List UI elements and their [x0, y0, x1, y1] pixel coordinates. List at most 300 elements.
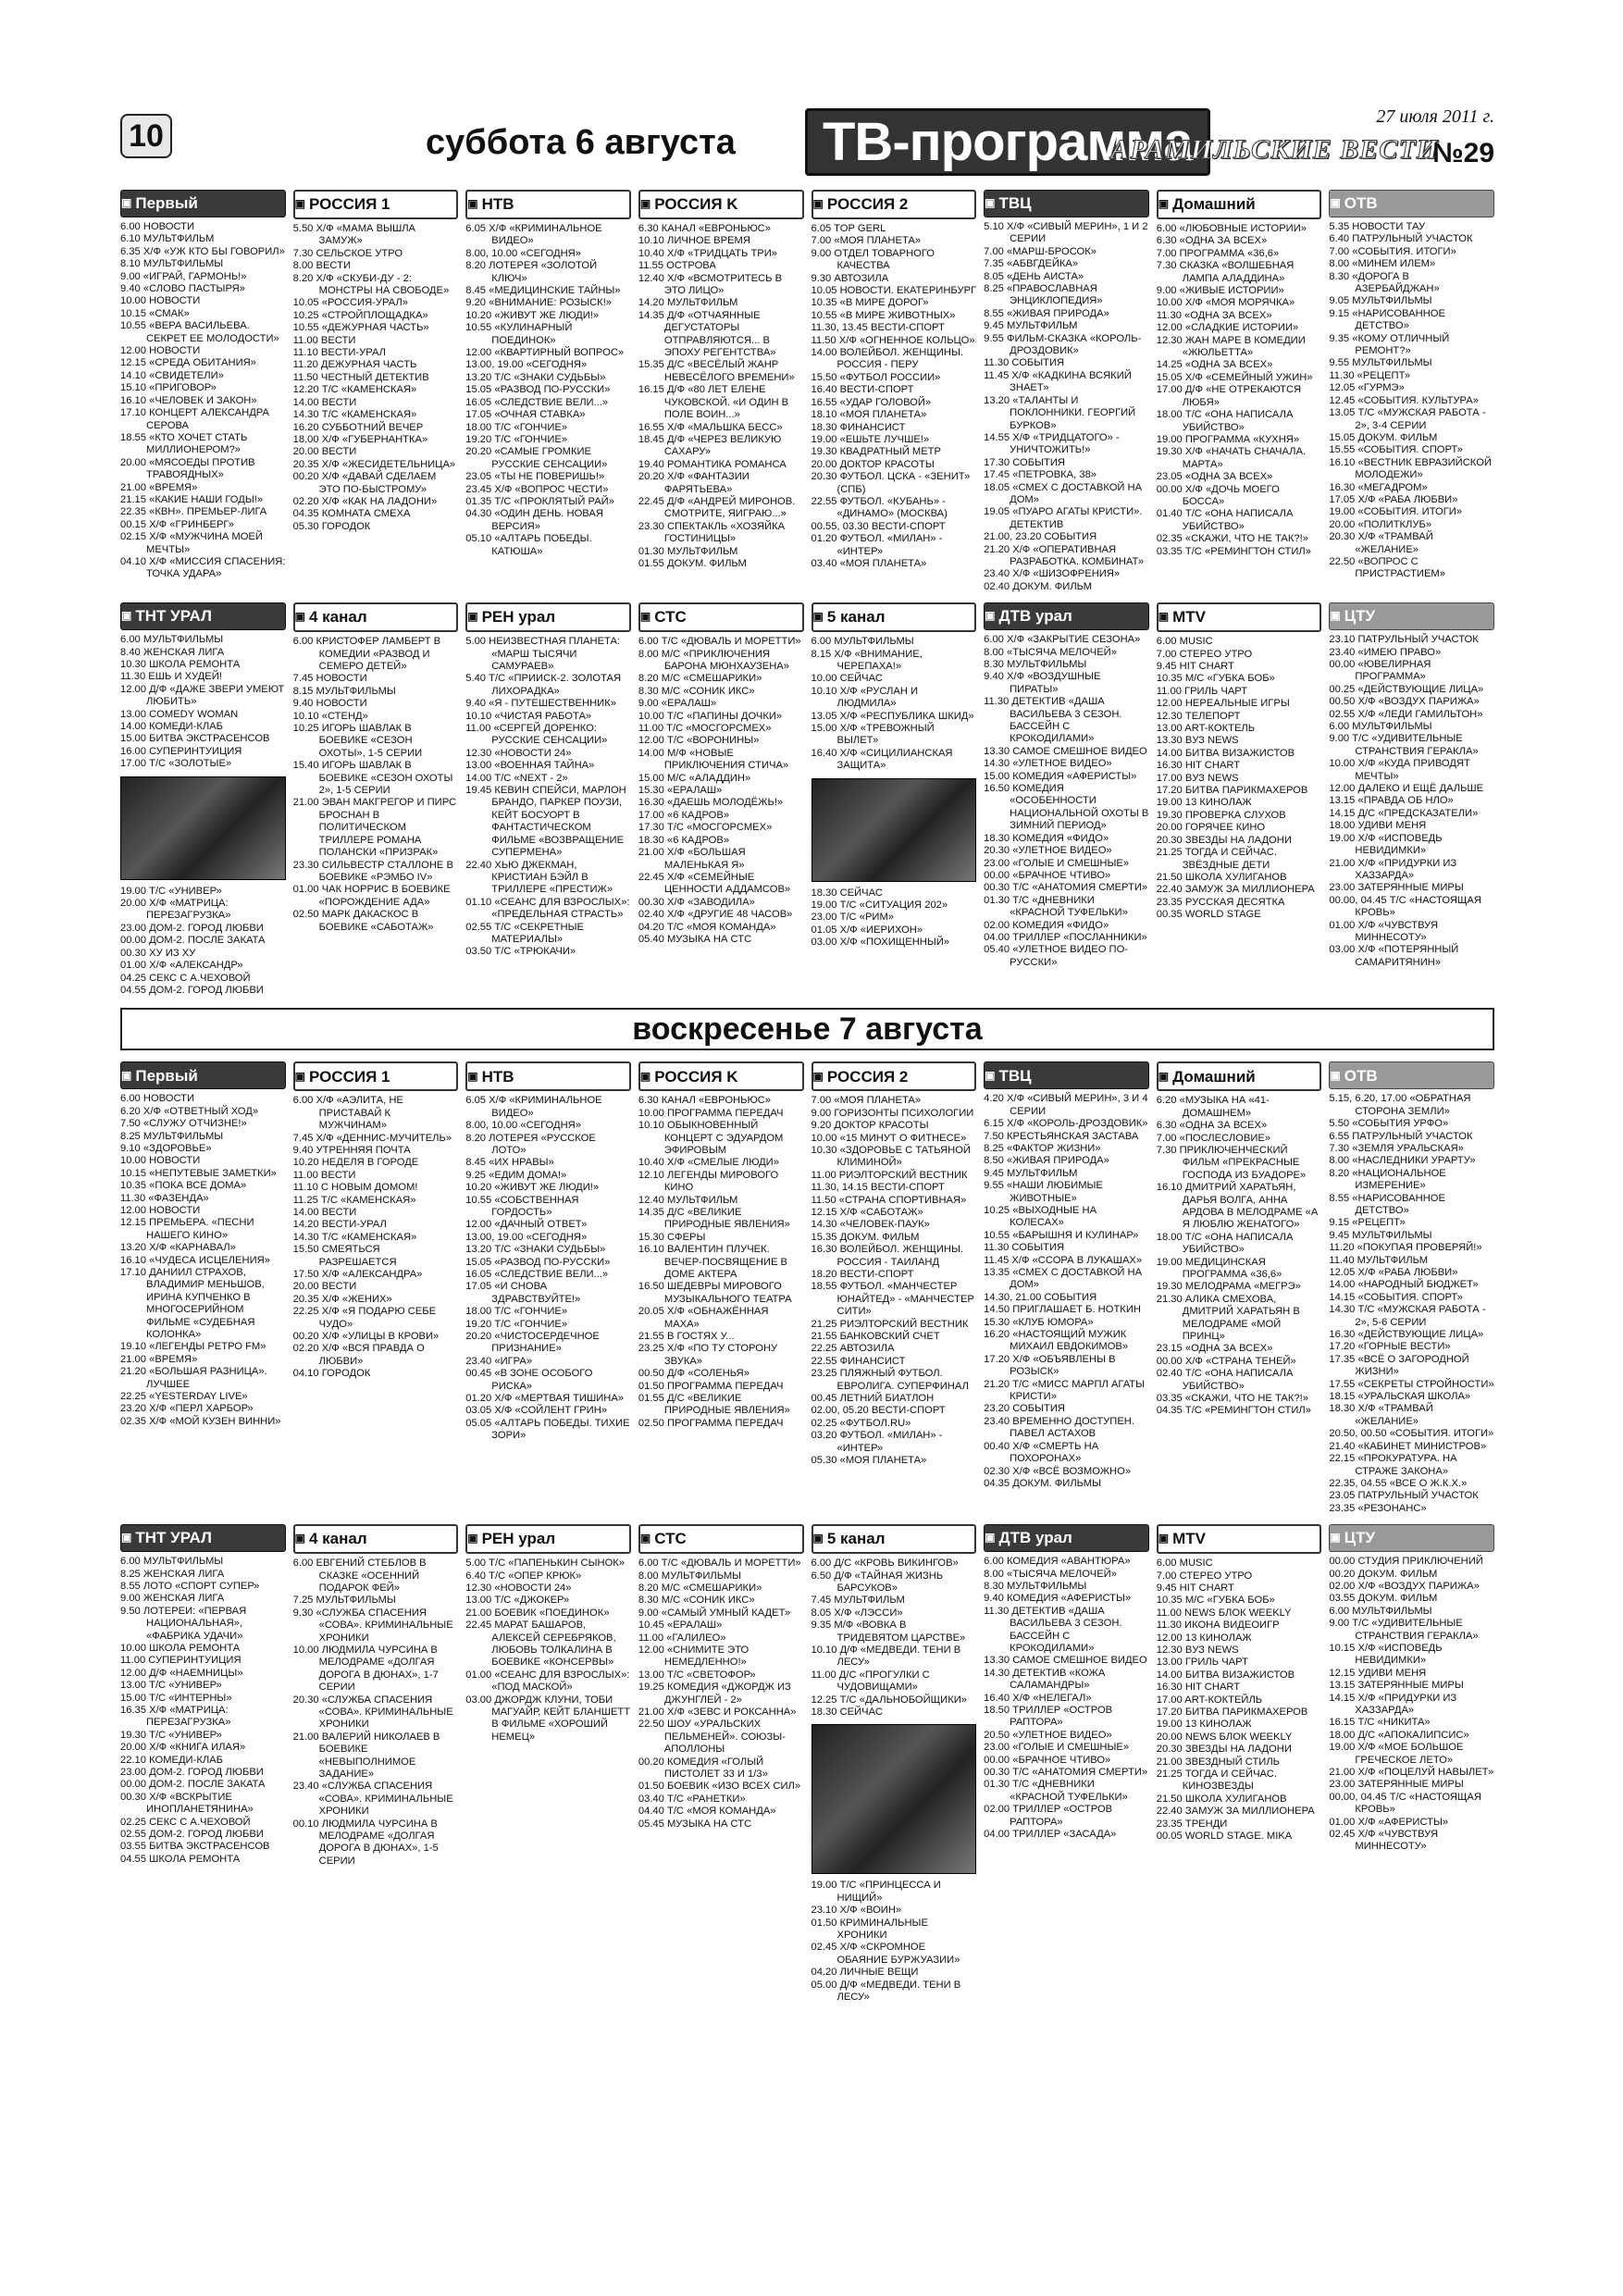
program-item: 9.00 ОТДЕЛ ТОВАРНОГО КАЧЕСТВА: [811, 247, 935, 272]
program-item: 10.00 СЕЙЧАС: [811, 673, 883, 685]
program-item: 21.55 В ГОСТЯХ У...: [638, 1331, 735, 1343]
program-item: 02.25 «ФУТБОЛ.RU»: [811, 1417, 911, 1429]
program-item: 10.35 «В МИРЕ ДОРОГ»: [811, 297, 929, 309]
program-item: 23.10 ПАТРУЛЬНЫЙ УЧАСТОК: [1329, 634, 1479, 646]
program-item: 23.45 Х/Ф «ВОПРОС ЧЕСТИ»: [465, 483, 609, 495]
channel-column: [1157, 1524, 1322, 2004]
program-item: 13.00, 19.00 «СЕГОДНЯ»: [465, 359, 588, 371]
channel-name: ОТВ: [1344, 1066, 1378, 1085]
program-item: 03.05 Х/Ф «СОЙЛЕНТ ГРИН»: [465, 1405, 608, 1417]
program-item: 9.45 HIT CHART: [1156, 661, 1234, 672]
program-item: 9.20 ДОКТОР КРАСОТЫ: [811, 1120, 929, 1132]
program-item: 11.40 МУЛЬТФИЛЬМ: [1329, 1254, 1429, 1266]
channel-name: РЕН урал: [481, 1530, 556, 1548]
program-item: 00.30 ХУ ИЗ ХУ: [120, 947, 196, 959]
program-item: 11.30 ИКОНА ВИДЕОИГР: [1156, 1620, 1280, 1632]
channel-name: Домашний: [1172, 195, 1256, 214]
program-item: 21.30 АЛИКА СМЕХОВА, ДМИТРИЙ ХАРАТЬЯН В МЕЛОДРАМЕ «МОЙ ПРИНЦ»: [1156, 1293, 1300, 1343]
program-item: 02.00 Х/Ф «ВОЗДУХ ПАРИЖА»: [1329, 1580, 1480, 1592]
channel-name: 5 канал: [826, 608, 886, 627]
program-item: 8.30 «ДОРОГА В АЗЕРБАЙДЖАН»: [1329, 270, 1440, 295]
program-item: 18.20 ВЕСТИ-СПОРТ: [811, 1269, 914, 1280]
program-item: 21.20 «БОЛЬШАЯ РАЗНИЦА». ЛУЧШЕЕ: [120, 1366, 267, 1390]
channel-column: [638, 1061, 804, 1515]
program-item: 16.30 «МЕГАДРОМ»: [1329, 481, 1428, 493]
channel-logo-icon: ▣: [1330, 1531, 1341, 1545]
program-item: 02.00 ТРИЛЛЕР «ОСТРОВ РАПТОРА»: [984, 1804, 1113, 1828]
program-item: 10.35 «ПОКА ВСЕ ДОМА»: [120, 1180, 247, 1192]
program-item: 05.05 «АЛТАРЬ ПОБЕДЫ. ТИХИЕ ЗОРИ»: [465, 1417, 630, 1442]
program-item: 00.00 «БРАЧНОЕ ЧТИВО»: [984, 869, 1111, 881]
channel-name: ТНТ УРАЛ: [135, 1529, 212, 1547]
program-item: 6.55 ПАТРУЛЬНЫЙ УЧАСТОК: [1329, 1130, 1473, 1142]
channel-header: [1329, 1524, 1494, 1552]
program-item: 6.00 MUSIC: [1156, 636, 1213, 648]
program-item: 17.50 Х/Ф «АЛЕКСАНДРА»: [292, 1269, 423, 1280]
program-item: 23.35 «РЕЗОНАНС»: [1329, 1502, 1427, 1514]
program-item: 12.00 НОВОСТИ: [120, 1204, 201, 1216]
program-item: 22.55 ФУТБОЛ. «КУБАНЬ» - «ДИНАМО» (МОСКВА): [811, 495, 948, 520]
channel-logo-icon: ▣: [467, 1069, 478, 1083]
program-item: 10.00 Т/С «ПАПИНЫ ДОЧКИ»: [638, 710, 783, 722]
program-item: 16.30 HIT CHART: [1156, 760, 1241, 772]
program-item: 12.15 «СРЕДА ОБИТАНИЯ»: [120, 357, 256, 369]
channel-name: РОССИЯ 2: [826, 1067, 909, 1086]
program-item: 17.05 «ОЧНАЯ СТАВКА»: [465, 409, 586, 421]
program-item: 14.30 Т/С «КАМЕНСКАЯ»: [292, 409, 417, 421]
program-item: 00.00 ДОМ-2. ПОСЛЕ ЗАКАТА: [120, 1779, 266, 1791]
channel-column: [293, 190, 459, 593]
program-item: 02.30 Х/Ф «ВСЁ ВОЗМОЖНО»: [984, 1465, 1132, 1477]
channel-column: [984, 190, 1149, 593]
channel-column: [984, 1061, 1149, 1515]
program-item: 04.10 Х/Ф «МИССИЯ СПАСЕНИЯ: ТОЧКА УДАРА»: [120, 555, 286, 580]
program-item: 9.20 «ВНИМАНИЕ: РОЗЫСК!»: [465, 297, 613, 309]
paper-name: АРАМИЛЬСКИЕ ВЕСТИ: [1110, 134, 1439, 165]
program-item: 15.10 «ПРИГОВОР»: [120, 382, 217, 394]
program-item: 10.55 «ДЕЖУРНАЯ ЧАСТЬ»: [292, 322, 429, 334]
masthead: [120, 106, 1494, 190]
program-item: 14.00 М/Ф «НОВЫЕ ПРИКЛЮЧЕНИЯ СТИЧА»: [638, 747, 789, 772]
channel-logo-icon: ▣: [467, 610, 478, 624]
program-item: 18.00 Д/С «АПОКАЛИПСИС»: [1329, 1729, 1469, 1741]
program-item: 7.45 МУЛЬТФИЛЬМ: [811, 1595, 905, 1607]
program-item: 14.00 БИТВА ВИЗАЖИСТОВ: [1156, 747, 1295, 759]
program-item: 21.40 «КАБИНЕТ МИНИСТРОВ»: [1329, 1440, 1487, 1452]
channel-column: [293, 1524, 459, 2004]
program-item: 6.00 МУЛЬТФИЛЬМЫ: [1329, 1605, 1432, 1617]
program-item: 14.00 «НАРОДНЫЙ БЮДЖЕТ»: [1329, 1279, 1479, 1291]
program-item: 19.45 КЕВИН СПЕЙСИ, МАРЛОН БРАНДО, ПАРКЕР ПОУЗИ, КЕЙТ БОСУОРТ В ФАНТАСТИЧЕСКОМ ФИЛЬМЕ «ВОЗВРАЩЕНИЕ СУПЕРМЕНА»: [465, 785, 626, 859]
program-item: 11.30 «РЕЦЕПТ»: [1329, 369, 1411, 381]
program-item: 17.20 Х/Ф «ОБЪЯВЛЕНЫ В РОЗЫСК»: [984, 1353, 1116, 1378]
program-item: 5.00 Т/С «ПАПЕНЬКИН СЫНОК»: [465, 1558, 626, 1570]
program-item: 6.00 Х/Ф «ЗАКРЫТИЕ СЕЗОНА»: [984, 634, 1141, 646]
program-item: 14.30 «УЛЕТНОЕ ВИДЕО»: [984, 758, 1112, 770]
program-item: 00.30 Т/С «АНАТОМИЯ СМЕРТИ»: [984, 1767, 1148, 1779]
program-item: 14.15 Х/Ф «ПРИДУРКИ ИЗ ХАЗЗАРДА»: [1329, 1692, 1457, 1716]
program-item: 14.15 «СОБЫТИЯ. СПОРТ»: [1329, 1291, 1463, 1303]
program-item: 11.30 «ОДНА ЗА ВСЕХ»: [1156, 309, 1272, 321]
channel-column: [984, 602, 1149, 997]
program-item: 21.00 «ВРЕМЯ»: [120, 1353, 198, 1365]
program-item: 21.00 Х/Ф «ПРИДУРКИ ИЗ ХАЗЗАРДА»: [1329, 857, 1457, 881]
program-item: 17.20 БИТВА ПАРИКМАХЕРОВ: [1156, 1706, 1308, 1718]
program-item: 11.50 Х/Ф «ОГНЕННОЕ КОЛЬЦО»: [811, 334, 975, 346]
channel-header: [1329, 190, 1494, 217]
program-item: 6.35 Х/Ф «УЖ КТО БЫ ГОВОРИЛ»: [120, 245, 285, 257]
channel-logo-icon: ▣: [467, 1532, 478, 1545]
program-item: 10.35 М/С «ГУБКА БОБ»: [1156, 1595, 1275, 1607]
channel-header: [465, 190, 631, 219]
program-item: 6.00 Х/Ф «АЭЛИТА, НЕ ПРИСТАВАЙ К МУЖЧИНАМ»: [292, 1095, 403, 1132]
program-item: 8.20 «НАЦИОНАЛЬНОЕ ИЗМЕРЕНИЕ»: [1329, 1167, 1446, 1192]
program-item: 00.25 «ДЕЙСТВУЮЩИЕ ЛИЦА»: [1329, 683, 1484, 695]
program-item: 22.25 Х/Ф «Я ПОДАРЮ СЕБЕ ЧУДО»: [292, 1306, 437, 1330]
program-item: 16.30 ВОЛЕЙБОЛ. ЖЕНЩИНЫ. РОССИЯ - ТАИЛАНД: [811, 1244, 963, 1268]
program-item: 23.00 ДОМ-2. ГОРОД ЛЮБВИ: [120, 1767, 264, 1779]
channel-column: [293, 1061, 459, 1515]
program-item: 12.30 ТЕЛЕПОРТ: [1156, 710, 1241, 722]
channel-name: Первый: [135, 194, 198, 213]
channel-name: РОССИЯ 1: [308, 1067, 390, 1086]
channel-logo-icon: ▣: [812, 610, 824, 624]
program-item: 19.00 «ЕШЬТЕ ЛУЧШЕ!»: [811, 433, 930, 445]
channel-header: [465, 1524, 631, 1554]
sunday-grid-bottom: [120, 1524, 1494, 2004]
program-item: 20.30 Х/Ф «ТРАМВАЙ «ЖЕЛАНИЕ»: [1329, 531, 1433, 555]
day-title-sunday: воскресенье 7 августа: [120, 1008, 1494, 1050]
program-item: 01.30 МУЛЬТФИЛЬМ: [638, 545, 738, 557]
program-item: 04.20 Т/С «МОЯ КОМАНДА»: [638, 921, 776, 933]
program-item: 13.30 САМОЕ СМЕШНОЕ ВИДЕО: [984, 745, 1147, 757]
program-item: 02.45 Х/Ф «ЧУВСТВУЯ МИННЕСОТУ»: [1329, 1829, 1439, 1853]
program-item: 9.15 «РЕЦЕПТ»: [1329, 1217, 1406, 1229]
program-item: 5.15, 6.20, 17.00 «ОБРАТНАЯ СТОРОНА ЗЕМЛИ»: [1329, 1093, 1471, 1117]
channel-header: [638, 1524, 804, 1554]
channel-header: [1329, 1061, 1494, 1089]
channel-header: [638, 190, 804, 219]
program-item: 20.30 «УЛЕТНОЕ ВИДЕО»: [984, 845, 1112, 857]
program-item: 00.15 Х/Ф «ГРИНБЕРГ»: [120, 518, 234, 530]
program-item: 9.00 Т/С «УДИВИТЕЛЬНЫЕ СТРАНСТВИЯ ГЕРАКЛА»: [1329, 733, 1479, 757]
program-item: 10.45 «ЕРАЛАШ»: [638, 1620, 723, 1632]
program-item: 21.25 РИЭЛТОРСКИЙ ВЕСТНИК: [811, 1318, 969, 1330]
program-item: 9.00 «ИГРАЙ, ГАРМОНЬ!»: [120, 270, 247, 282]
program-item: 00.00 «ЮВЕЛИРНАЯ ПРОГРАММА»: [1329, 659, 1431, 683]
program-item: 03.00 Х/Ф «ПОТЕРЯННЫЙ САМАРИТЯНИН»: [1329, 944, 1459, 968]
program-item: 19.00 Т/С «ПРИНЦЕССА И НИЩИЙ»: [811, 1880, 941, 1904]
program-item: 6.00 Д/С «КРОВЬ ВИКИНГОВ»: [811, 1558, 959, 1570]
program-item: 11.10 ВЕСТИ-УРАЛ: [292, 347, 386, 359]
program-item: 8.20 М/С «СМЕШАРИКИ»: [638, 673, 762, 685]
program-item: 20.35 Х/Ф «ЖЕНИХ»: [292, 1293, 392, 1305]
program-item: 7.00 ПРОГРАММА «36,6»: [1156, 247, 1280, 259]
program-item: 10.20 НЕДЕЛЯ В ГОРОДЕ: [292, 1157, 419, 1169]
program-item: 04.35 ДОКУМ. ФИЛЬМЫ: [984, 1477, 1102, 1489]
program-item: 5.50 Х/Ф «МАМА ВЫШЛА ЗАМУЖ»: [292, 223, 416, 247]
program-item: 14.00 Т/С «NEXT - 2»: [465, 772, 568, 784]
program-item: 8.00 М/С «ПРИКЛЮЧЕНИЯ БАРОНА МЮНХАУЗЕНА»: [638, 648, 789, 672]
program-item: 02.55 Х/Ф «ЛЕДИ ГАМИЛЬТОН»: [1329, 708, 1483, 720]
program-item: 10.15 «НЕПУТЕВЫЕ ЗАМЕТКИ»: [120, 1167, 277, 1179]
program-item: 16.15 Д/Ф «80 ЛЕТ ЕЛЕНЕ ЧУКОВСКОЙ. «И ОДИН В ПОЛЕ ВОИН...»: [638, 384, 789, 421]
program-item: 17.05 «И СНОВА ЗДРАВСТВУЙТЕ!»: [465, 1281, 581, 1305]
program-item: 10.30 «ЗДОРОВЬЕ С ТАТЬЯНОЙ КЛИМИНОЙ»: [811, 1144, 971, 1169]
program-item: 14.00 КОМЕДИ-КЛАБ: [120, 721, 223, 733]
program-item: 12.00 «СНИМИТЕ ЭТО НЕМЕДЛЕННО!»: [638, 1644, 750, 1669]
program-item: 13.20 Т/С «ЗНАКИ СУДЬБЫ»: [465, 371, 606, 383]
channel-column: [465, 1524, 631, 2004]
program-item: 8.20 М/С «СМЕШАРИКИ»: [638, 1582, 762, 1594]
channel-header: [120, 190, 286, 217]
program-item: 22.40 ХЬЮ ДЖЕКМАН, КРИСТИАН БЭЙЛ В ТРИЛЛЕРЕ «ПРЕСТИЖ»: [465, 859, 613, 896]
program-item: 12.05 Х/Ф «РАБА ЛЮБВИ»: [1329, 1267, 1458, 1278]
program-item: 19.40 РОМАНТИКА РОМАНСА: [638, 458, 787, 470]
program-item: 19.30 МЕЛОДРАМА «МЕГРЭ»: [1156, 1281, 1301, 1293]
program-item: 05.45 МУЗЫКА НА СТС: [638, 1818, 752, 1830]
program-item: 18.00 Х/Ф «ГУБЕРНАНТКА»: [292, 433, 428, 445]
program-item: 23.35 ТРЕНДИ: [1156, 1818, 1228, 1830]
program-item: 12.00 Д/Ф «НАЕМНИЦЫ»: [120, 1667, 243, 1679]
program-item: 12.30 BУЗ NEWS: [1156, 1644, 1239, 1656]
channel-column: [984, 1524, 1149, 2004]
program-item: 20.00 ВЕСТИ: [292, 1281, 357, 1293]
program-item: 6.00 MUSIC: [1156, 1558, 1213, 1570]
program-item: 01.00 Х/Ф «АФЕРИСТЫ»: [1329, 1816, 1449, 1828]
program-item: 6.50 Д/Ф «ТАЙНАЯ ЖИЗНЬ БАРСУКОВ»: [811, 1570, 944, 1594]
program-item: 10.15 Х/Ф «ИСПОВЕДЬ НЕВИДИМКИ»: [1329, 1642, 1443, 1667]
program-item: 9.10 «ЗДОРОВЬЕ»: [120, 1142, 212, 1154]
channel-column: [120, 602, 286, 997]
program-item: 00.40 Х/Ф «СМЕРТЬ НА ПОХОРОНАХ»: [984, 1440, 1099, 1465]
program-item: 05.40 «УЛЕТНОЕ ВИДЕО ПО-РУССКИ»: [984, 944, 1128, 968]
program-item: 8.00 МУЛЬТФИЛЬМЫ: [638, 1570, 742, 1582]
program-item: 16.10 «ЧУДЕСА ИСЦЕЛЕНИЯ»: [120, 1254, 270, 1266]
program-item: 10.10 «СТЕНД»: [292, 710, 368, 722]
channel-name: ДТВ урал: [998, 1529, 1072, 1547]
program-item: 10.40 Х/Ф «СМЕЛЫЕ ЛЮДИ»: [638, 1157, 779, 1169]
channel-name: MTV: [1172, 1530, 1206, 1548]
movie-still-photo: [812, 778, 977, 882]
program-item: 21.00 Х/Ф «БОЛЬШАЯ МАЛЕНЬКАЯ Я»: [638, 847, 746, 871]
program-item: 8.40 ЖЕНСКАЯ ЛИГА: [120, 646, 225, 658]
program-item: 8.05 «ДЕНЬ АИСТА»: [984, 270, 1084, 282]
program-item: 19.10 «ЛЕГЕНДЫ РЕТРО FM»: [120, 1341, 266, 1353]
program-item: 22.45 Д/Ф «АНДРЕЙ МИРОНОВ. СМОТРИТЕ, ЯИГРАЮ...»: [638, 495, 796, 520]
channel-column: [293, 602, 459, 997]
program-item: 10.10 «ЧИСТАЯ РАБОТА»: [465, 710, 592, 722]
channel-logo-icon: ▣: [985, 1531, 996, 1545]
program-item: 22.40 ЗАМУЖ ЗА МИЛЛИОНЕРА: [1156, 884, 1315, 896]
program-item: 9.45 HIT CHART: [1156, 1582, 1234, 1594]
program-item: 15.35 ДОКУМ. ФИЛЬМ: [811, 1231, 920, 1243]
program-item: 12.05 «ГУРМЭ»: [1329, 382, 1405, 394]
program-item: 16.20 «НАСТОЯЩИЙ МУЖИК МИХАИЛ ЕВДОКИМОВ»: [984, 1329, 1129, 1353]
program-item: 02.35 «СКАЖИ, ЧТО НЕ ТАК?!»: [1156, 533, 1308, 545]
program-item: 10.35 М/С «ГУБКА БОБ»: [1156, 673, 1275, 685]
program-item: 9.00 ЖЕНСКАЯ ЛИГА: [120, 1593, 225, 1605]
program-item: 12.45 «СОБЫТИЯ. КУЛЬТУРА»: [1329, 394, 1479, 406]
program-item: 21.00 ЭВАН МАКГРЕГОР И ПИРС БРОСНАН В ПОЛИТИЧЕСКОМ ТРИЛЛЕРЕ РОМАНА ПОЛАНСКИ «ПРИЗРАК»: [292, 797, 457, 859]
program-item: 9.35 М/Ф «ВОВКА В ТРИДЕВЯТОМ ЦАРСТВЕ»: [811, 1620, 966, 1644]
program-item: 13.00 COMEDY WOMAN: [120, 708, 239, 720]
program-item: 14.50 ПРИГЛАШАЕТ Б. НОТКИН: [984, 1304, 1141, 1316]
channel-header: [638, 1061, 804, 1091]
program-item: 14.20 ВЕСТИ-УРАЛ: [292, 1219, 387, 1231]
program-item: 01.50 БОЕВИК «ИЗО ВСЕХ СИЛ»: [638, 1781, 801, 1793]
program-item: 8.20 ЛОТЕРЕЯ «РУССКОЕ ЛОТО»: [465, 1132, 596, 1156]
program-item: 9.50 ЛОТЕРЕИ: «ПЕРВАЯ НАЦИОНАЛЬНАЯ», «ФАБРИКА УДАЧИ»: [120, 1605, 247, 1642]
program-item: 10.00 НОВОСТИ: [120, 295, 201, 307]
program-item: 8.25 «ФАКТОР ЖИЗНИ»: [984, 1142, 1101, 1154]
program-item: 6.00 МУЛЬТФИЛЬМЫ: [120, 1556, 224, 1568]
program-item: 8.45 «ИХ НРАВЫ»: [465, 1157, 554, 1169]
program-item: 19.20 Т/С «ГОНЧИЕ»: [465, 1318, 568, 1330]
program-item: 04.25 СЕКС С А.ЧЕХОВОЙ: [120, 972, 251, 984]
program-item: 12.00 13 КИНОЛАЖ: [1156, 1632, 1252, 1644]
program-item: 14.30 ДЕТЕКТИВ «КОЖА САЛАМАНДРЫ»: [984, 1667, 1106, 1692]
program-item: 01.50 КРИМИНАЛЬНЫЕ ХРОНИКИ: [811, 1917, 928, 1942]
program-item: 20.30 ФУТБОЛ. ЦСКА - «ЗЕНИТ» (СПБ): [811, 471, 971, 495]
program-item: 02.25 СЕКС С А.ЧЕХОВОЙ: [120, 1816, 251, 1828]
program-item: 22.40 ЗАМУЖ ЗА МИЛЛИОНЕРА: [1156, 1806, 1315, 1818]
program-item: 10.55 «В МИРЕ ЖИВОТНЫХ»: [811, 309, 956, 321]
program-item: 14.30 «ЧЕЛОВЕК-ПАУК»: [811, 1219, 930, 1231]
program-item: 02.55 Т/С «СЕКРЕТНЫЕ МАТЕРИАЛЫ»: [465, 921, 584, 945]
program-item: 20.35 Х/Ф «ЖЕСИДЕТЕЛЬНИЦА»: [292, 458, 456, 470]
program-item: 20.00 ГОРЯЧЕЕ КИНО: [1156, 822, 1266, 834]
program-item: 00.30 Х/Ф «ВСКРЫТИЕ ИНОПЛАНЕТЯНИНА»: [120, 1791, 254, 1816]
program-item: 8.00 «МИНЕМ ИЛЕМ»: [1329, 258, 1436, 270]
program-item: 04.40 Т/С «МОЯ КОМАНДА»: [638, 1806, 776, 1818]
program-item: 04.00 ТРИЛЛЕР «ЗАСАДА»: [984, 1829, 1117, 1841]
program-item: 6.30 КАНАЛ «ЕВРОНЬЮС»: [638, 1095, 771, 1107]
channel-column: [465, 1061, 631, 1515]
program-item: 8.55 «НАРИСОВАННОЕ ДЕТСТВО»: [1329, 1192, 1445, 1216]
channel-logo-icon: ▣: [639, 610, 651, 624]
program-item: 10.10 ОБЫКНОВЕННЫЙ КОНЦЕРТ С ЭДУАРДОМ ЭФИРОВЫМ: [638, 1120, 784, 1156]
program-item: 6.05 Х/Ф «КРИМИНАЛЬНОЕ ВИДЕО»: [465, 223, 602, 247]
channel-header: [293, 1524, 459, 1554]
channel-name: ДТВ урал: [998, 607, 1072, 626]
program-item: 14.30, 21.00 СОБЫТИЯ: [984, 1291, 1097, 1303]
page-number: 10: [120, 114, 172, 158]
program-item: 5.35 НОВОСТИ ТАУ: [1329, 221, 1426, 232]
channel-name: ЦТУ: [1344, 607, 1376, 626]
program-item: 02.15 Х/Ф «МУЖЧИНА МОЕЙ МЕЧТЫ»: [120, 531, 263, 555]
channel-name: СТС: [654, 608, 687, 627]
program-item: 13.05 Х/Ф «РЕСПУБЛИКА ШКИД»: [811, 710, 974, 722]
issue-date: 27 июля 2011 г.: [1376, 106, 1494, 127]
program-item: 23.25 Х/Ф «ПО ТУ СТОРОНУ ЗВУКА»: [638, 1343, 778, 1367]
channel-column: [1329, 1524, 1494, 2004]
program-item: 00.05 WORLD STAGE. MIKA: [1156, 1831, 1293, 1843]
program-item: 22.50 «ВОПРОС С ПРИСТРАСТИЕМ»: [1329, 555, 1445, 580]
program-item: 15.50 «ФУТБОЛ РОССИИ»: [811, 371, 941, 383]
program-item: 11.00 Д/С «ПРОГУЛКИ С ЧУДОВИЩАМИ»: [811, 1669, 930, 1694]
program-item: 01.00 Х/Ф «АЛЕКСАНДР»: [120, 960, 243, 972]
newspaper-page: [120, 106, 1494, 2004]
channel-logo-icon: ▣: [294, 197, 305, 211]
program-item: 04.30 «ОДИН ДЕНЬ. НОВАЯ ВЕРСИЯ»: [465, 508, 603, 532]
program-item: 11.50 «СТРАНА СПОРТИВНАЯ»: [811, 1194, 967, 1206]
program-item: 16.50 КОМЕДИЯ «ОСОБЕННОСТИ НАЦИОНАЛЬНОЙ ОХОТЫ В ЗИМНИЙ ПЕРИОД»: [984, 783, 1149, 832]
program-item: 15.35 Д/С «ВЕСЁЛЫЙ ЖАНР НЕВЕСЁЛОГО ВРЕМЕНИ»: [638, 359, 795, 383]
program-item: 7.35 «АБВГДЕЙКА»: [984, 258, 1079, 270]
channel-column: [1157, 602, 1322, 997]
program-item: 21.00 ЗВЕЗДНЫЙ СТИЛЬ: [1156, 1756, 1281, 1768]
program-item: 14.00 ВОЛЕЙБОЛ. ЖЕНЩИНЫ. РОССИЯ - ПЕРУ: [811, 347, 963, 371]
program-item: 8.25 ЖЕНСКАЯ ЛИГА: [120, 1568, 225, 1580]
program-item: 02.00, 05.20 ВЕСТИ-СПОРТ: [811, 1405, 946, 1417]
program-item: 04.55 ШКОЛА РЕМОНТА: [120, 1853, 241, 1865]
program-item: 20.00 Х/Ф «МАТРИЦА: ПЕРЕЗАГРУЗКА»: [120, 898, 231, 922]
program-item: 03.35 Т/С «РЕМИНГТОН СТИЛ»: [1156, 545, 1311, 557]
program-item: 14.10 «СВИДЕТЕЛИ»: [120, 369, 224, 381]
saturday-grid-top: [120, 190, 1494, 593]
program-item: 6.30 «ОДНА ЗА ВСЕХ»: [1156, 1120, 1268, 1132]
channel-name: РОССИЯ K: [654, 195, 738, 214]
program-item: 8.00 «ТЫСЯЧА МЕЛОЧЕЙ»: [984, 646, 1117, 658]
program-item: 9.25 «ЕДИМ ДОМА!»: [465, 1169, 567, 1181]
program-item: 8.50 «ЖИВАЯ ПРИРОДА»: [984, 1155, 1109, 1167]
program-item: 16.10 ВАЛЕНТИН ПЛУЧЕК. ВЕЧЕР-ПОСВЯЩЕНИЕ В ДОМЕ АКТЕРА: [638, 1244, 787, 1280]
program-item: 18.30 Х/Ф «ТРАМВАЙ «ЖЕЛАНИЕ»: [1329, 1403, 1433, 1427]
program-item: 01.50 ПРОГРАММА ПЕРЕДАЧ: [638, 1380, 784, 1392]
program-item: 13.35 «СМЕХ С ДОСТАВКОЙ НА ДОМ»: [984, 1267, 1143, 1291]
program-item: 9.40 Х/Ф «ВОЗДУШНЫЕ ПИРАТЫ»: [984, 671, 1101, 695]
program-item: 23.30 СИЛЬВЕСТР СТАЛЛОНЕ В БОЕВИКЕ «РЭМБО IV»: [292, 859, 453, 883]
channel-column: [120, 1524, 286, 2004]
program-item: 21.00 Х/Ф «ЗЕВС И РОКСАННА»: [638, 1706, 797, 1718]
program-item: 13.00 «ВОЕННАЯ ТАЙНА»: [465, 760, 595, 772]
channel-name: ЦТУ: [1344, 1529, 1376, 1547]
channel-name: РОССИЯ K: [654, 1067, 738, 1086]
program-item: 6.40 Т/С «ОПЕР КРЮК»: [465, 1570, 582, 1582]
program-item: 22.55 ФИНАНСИСТ: [811, 1355, 906, 1367]
channel-name: ТВЦ: [998, 1066, 1032, 1085]
channel-logo-icon: ▣: [467, 197, 478, 211]
program-item: 11.30 ДЕТЕКТИВ «ДАША ВАСИЛЬЕВА 3 СЕЗОН. БАССЕЙН С КРОКОДИЛАМИ»: [984, 1605, 1122, 1654]
program-item: 23.40 ВРЕМЕННО ДОСТУПЕН. ПАВЕЛ АСТАХОВ: [984, 1415, 1134, 1440]
channel-column: [812, 1524, 977, 2004]
program-item: 03.00 Х/Ф «ПОХИЩЕННЫЙ»: [811, 937, 950, 949]
program-item: 10.25 ИГОРЬ ШАВЛАК В БОЕВИКЕ «СЕЗОН ОХОТЫ», 1-5 СЕРИИ: [292, 723, 423, 759]
program-item: 4.20 Х/Ф «СИВЫЙ МЕРИН», 3 И 4 СЕРИИ: [984, 1093, 1148, 1117]
program-item: 9.55 МУЛЬТФИЛЬМЫ: [1329, 357, 1432, 369]
program-item: 16.30 «ДАЕШЬ МОЛОДЁЖЬ!»: [638, 797, 784, 809]
program-item: 23.05 ПАТРУЛЬНЫЙ УЧАСТОК: [1329, 1490, 1479, 1502]
program-item: 19.00 Х/Ф «МОЕ БОЛЬШОЕ ГРЕЧЕСКОЕ ЛЕТО»: [1329, 1742, 1464, 1766]
program-item: 21.15 «КАКИЕ НАШИ ГОДЫ!»: [120, 493, 264, 505]
program-item: 19.00 13 КИНОЛАЖ: [1156, 1719, 1252, 1731]
program-item: 10.20 «ЖИВУТ ЖЕ ЛЮДИ!»: [465, 309, 600, 321]
program-item: 23.00 ЗАТЕРЯННЫЕ МИРЫ: [1329, 882, 1464, 894]
channel-name: 4 канал: [308, 1530, 367, 1548]
program-item: 12.00 ДАЛЕКО И ЕЩЁ ДАЛЬШЕ: [1329, 783, 1484, 795]
program-item: 15.00 Х/Ф «ТРЕВОЖНЫЙ ВЫЛЕТ»: [811, 723, 935, 747]
program-item: 6.10 МУЛЬТФИЛЬМ: [120, 233, 215, 245]
program-item: 18.30 КОМЕДИЯ «ФИДО»: [984, 832, 1109, 844]
program-item: 9.40 «СЛОВО ПАСТЫРЯ»: [120, 283, 245, 295]
program-item: 14.20 МУЛЬТФИЛЬМ: [638, 297, 738, 309]
program-item: 22.45 МАРАТ БАШАРОВ, АЛЕКСЕЙ СЕРЕБРЯКОВ, ЛЮБОВЬ ТОЛКАЛИНА В БОЕВИКЕ «КОНСЕРВЫ»: [465, 1620, 616, 1669]
program-item: 00.00, 04.45 Т/С «НАСТОЯЩАЯ КРОВЬ»: [1329, 1791, 1481, 1816]
program-item: 05.30 «МОЯ ПЛАНЕТА»: [811, 1455, 927, 1467]
program-item: 13.15 «ПРАВДА ОБ НЛО»: [1329, 795, 1454, 807]
program-item: 7.00 СТЕРЕО УТРО: [1156, 1570, 1253, 1582]
